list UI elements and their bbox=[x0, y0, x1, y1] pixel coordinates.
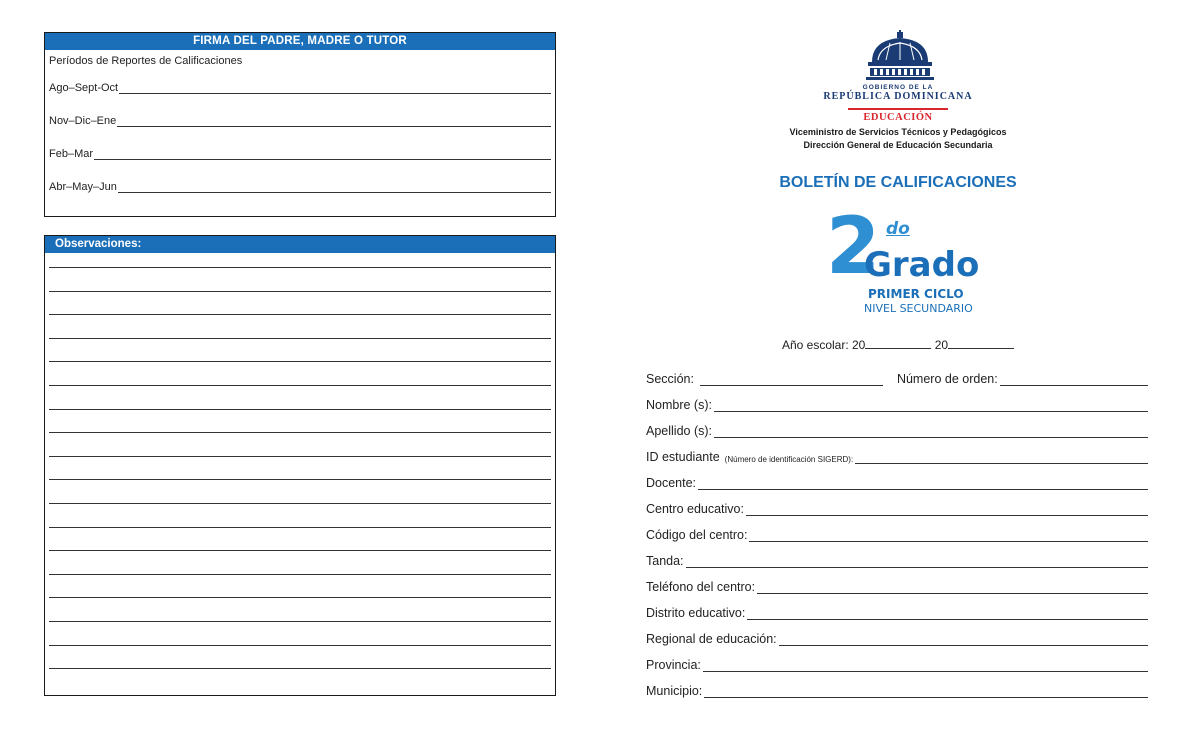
provincia-label: Provincia: bbox=[646, 658, 701, 672]
tanda-label: Tanda: bbox=[646, 554, 684, 568]
observaciones-line[interactable] bbox=[49, 550, 551, 551]
observaciones-line[interactable] bbox=[49, 527, 551, 528]
observaciones-line[interactable] bbox=[49, 503, 551, 504]
numero-orden-label: Número de orden: bbox=[896, 372, 998, 386]
apellido-row bbox=[646, 422, 1148, 438]
government-logo bbox=[820, 30, 980, 89]
centro-row bbox=[646, 500, 1148, 516]
grade-suffix: do bbox=[886, 219, 910, 239]
nombre-label: Nombre (s): bbox=[646, 398, 712, 412]
observaciones-line[interactable] bbox=[49, 479, 551, 480]
period-label: Feb–Mar bbox=[49, 148, 94, 160]
observaciones-lines[interactable] bbox=[45, 253, 555, 693]
id-row bbox=[646, 448, 1148, 464]
dome-icon bbox=[820, 30, 980, 84]
docente-field[interactable] bbox=[698, 478, 1148, 490]
observaciones-line[interactable] bbox=[49, 574, 551, 575]
distrito-label: Distrito educativo: bbox=[646, 606, 746, 620]
docente-row bbox=[646, 474, 1148, 490]
period-row bbox=[49, 79, 551, 94]
regional-label: Regional de educación: bbox=[646, 632, 777, 646]
observaciones-header: Observaciones: bbox=[45, 236, 555, 253]
period-row bbox=[49, 145, 551, 160]
observaciones-line[interactable] bbox=[49, 385, 551, 386]
id-label: ID estudiante bbox=[646, 450, 720, 464]
periods-title: Períodos de Reportes de Calificaciones bbox=[49, 55, 243, 67]
direccion-text: Dirección General de Educación Secundaria bbox=[803, 140, 993, 150]
period-label: Nov–Dic–Ene bbox=[49, 115, 117, 127]
telefono-field[interactable] bbox=[757, 582, 1148, 594]
centro-field[interactable] bbox=[746, 504, 1148, 516]
observaciones-line[interactable] bbox=[49, 267, 551, 268]
seccion-label: Sección: bbox=[646, 372, 694, 386]
regional-row bbox=[646, 630, 1148, 646]
telefono-row bbox=[646, 578, 1148, 594]
observaciones-line[interactable] bbox=[49, 361, 551, 362]
viceministerio-text: Viceministro de Servicios Técnicos y Pedagógicos bbox=[789, 127, 1007, 137]
provincia-row bbox=[646, 656, 1148, 672]
nombre-row bbox=[646, 396, 1148, 412]
apellido-field[interactable] bbox=[714, 426, 1148, 438]
educacion-text: EDUCACIÓN bbox=[863, 112, 933, 123]
observaciones-box bbox=[44, 235, 556, 696]
municipio-row bbox=[646, 682, 1148, 698]
codigo-label: Código del centro: bbox=[646, 528, 748, 542]
codigo-field[interactable] bbox=[749, 530, 1148, 542]
red-divider bbox=[848, 108, 948, 110]
id-note: (Número de identificación SIGERD): bbox=[724, 455, 854, 464]
period-label: Ago–Sept-Oct bbox=[49, 82, 119, 94]
centro-label: Centro educativo: bbox=[646, 502, 744, 516]
seccion-row bbox=[646, 370, 1148, 386]
observaciones-line[interactable] bbox=[49, 645, 551, 646]
id-field[interactable] bbox=[855, 452, 1148, 464]
apellido-label: Apellido (s): bbox=[646, 424, 712, 438]
tanda-field[interactable] bbox=[686, 556, 1148, 568]
signature-line[interactable] bbox=[117, 115, 551, 127]
observaciones-line[interactable] bbox=[49, 314, 551, 315]
page-title: BOLETÍN DE CALIFICACIONES bbox=[779, 174, 1017, 191]
observaciones-line[interactable] bbox=[49, 338, 551, 339]
anio-mid: 20 bbox=[934, 338, 949, 352]
anio-end-field[interactable] bbox=[948, 338, 1014, 349]
observaciones-line[interactable] bbox=[49, 597, 551, 598]
observaciones-line[interactable] bbox=[49, 291, 551, 292]
municipio-field[interactable] bbox=[704, 686, 1148, 698]
anio-label: Año escolar: 20 bbox=[781, 338, 866, 352]
period-row bbox=[49, 112, 551, 127]
municipio-label: Municipio: bbox=[646, 684, 703, 698]
nombre-field[interactable] bbox=[714, 400, 1148, 412]
republica-text: REPÚBLICA DOMINICANA bbox=[823, 91, 973, 102]
telefono-label: Teléfono del centro: bbox=[646, 580, 756, 594]
signature-line[interactable] bbox=[118, 181, 551, 193]
observaciones-line[interactable] bbox=[49, 668, 551, 669]
observaciones-line[interactable] bbox=[49, 409, 551, 410]
distrito-row bbox=[646, 604, 1148, 620]
period-label: Abr–May–Jun bbox=[49, 181, 117, 193]
firma-box bbox=[44, 32, 556, 217]
observaciones-line[interactable] bbox=[49, 621, 551, 622]
numero-orden-field[interactable] bbox=[1000, 374, 1148, 386]
seccion-field[interactable] bbox=[700, 374, 883, 386]
grade-level: NIVEL SECUNDARIO bbox=[864, 302, 973, 315]
codigo-row bbox=[646, 526, 1148, 542]
signature-line[interactable] bbox=[94, 148, 551, 160]
grade-number: 2 bbox=[826, 202, 881, 292]
provincia-field[interactable] bbox=[703, 660, 1148, 672]
distrito-field[interactable] bbox=[747, 608, 1148, 620]
grade-cycle: PRIMER CICLO bbox=[868, 287, 964, 301]
signature-line[interactable] bbox=[119, 82, 551, 94]
gobierno-text: GOBIERNO DE LA bbox=[862, 84, 934, 91]
anio-start-field[interactable] bbox=[865, 338, 931, 349]
period-row bbox=[49, 178, 551, 193]
tanda-row bbox=[646, 552, 1148, 568]
grade-word: Grado bbox=[864, 245, 980, 285]
docente-label: Docente: bbox=[646, 476, 697, 490]
observaciones-line[interactable] bbox=[49, 456, 551, 457]
regional-field[interactable] bbox=[779, 634, 1148, 646]
firma-header: FIRMA DEL PADRE, MADRE O TUTOR bbox=[45, 33, 555, 50]
observaciones-line[interactable] bbox=[49, 432, 551, 433]
anio-escolar bbox=[700, 338, 1096, 352]
